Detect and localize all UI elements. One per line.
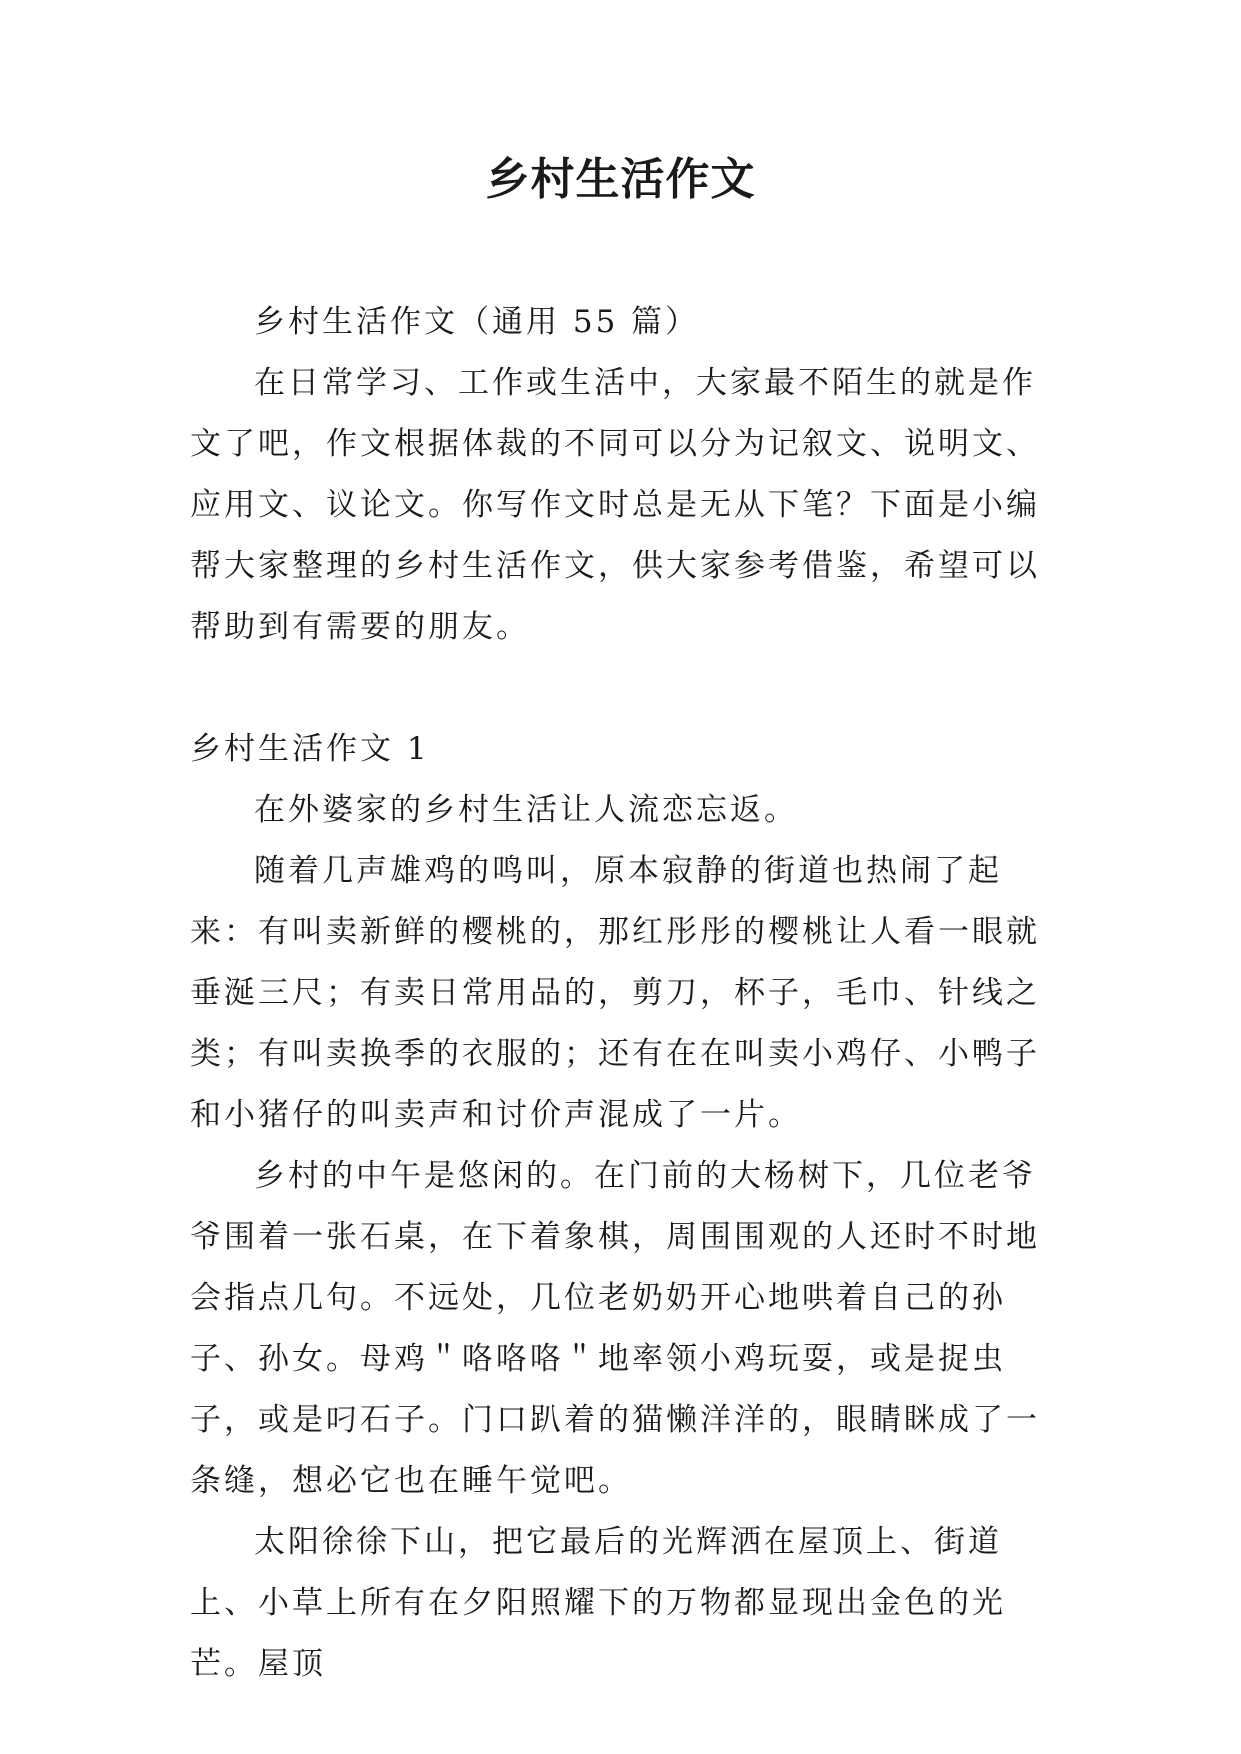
document-body: [190, 292, 1060, 1695]
intro-paragraph: 在日常学习、工作或生活中，大家最不陌生的就是作文了吧，作文根据体裁的不同可以分为记叙文、说明文、应用文、议论文。你写作文时总是无从下笔？下面是小编帮大家整理的乡村生活作文，供大家参考借鉴，希望可以帮助到有需要的朋友。: [190, 365, 1040, 645]
document-title: 乡村生活作文: [485, 154, 756, 205]
paragraph: 在外婆家的乡村生活让人流恋忘返。: [254, 792, 798, 828]
document-subtitle: 乡村生活作文（通用 55 篇）: [254, 304, 700, 340]
paragraph: 太阳徐徐下山，把它最后的光辉洒在屋顶上、街道上、小草上所有在夕阳照耀下的万物都显现出金色的光芒。屋顶: [190, 1524, 1006, 1682]
paragraph: 随着几声雄鸡的鸣叫，原本寂静的街道也热闹了起来：有叫卖新鲜的樱桃的，那红彤彤的樱桃让人看一眼就垂涎三尺；有卖日常用品的，剪刀，杯子，毛巾、针线之类；有叫卖换季的衣服的；还有在在叫卖小鸡仔、小鸭子和小猪仔的叫卖声和讨价声混成了一片。: [190, 853, 1040, 1133]
section-heading: 乡村生活作文 1: [190, 731, 430, 767]
paragraph: 乡村的中午是悠闲的。在门前的大杨树下，几位老爷爷围着一张石桌，在下着象棋，周围围观的人还时不时地会指点几句。不远处，几位老奶奶开心地哄着自己的孙子、孙女。母鸡＂咯咯咯＂地率领小鸡玩耍，或是捉虫子，或是叼石子。门口趴着的猫懒洋洋的，眼睛眯成了一条缝，想必它也在睡午觉吧。: [190, 1158, 1040, 1499]
